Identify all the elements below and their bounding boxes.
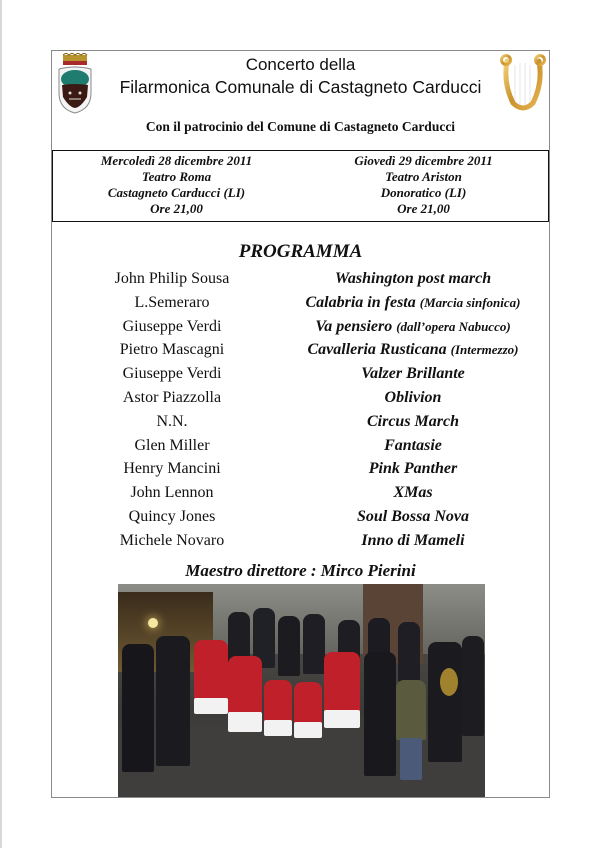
photo-skirt — [228, 712, 262, 732]
piece-title — [282, 482, 544, 504]
piece-title — [282, 268, 544, 290]
date-place: Castagneto Carducci (LI) — [107, 185, 246, 200]
photo-skirt — [264, 720, 292, 736]
photo-person — [303, 614, 325, 674]
piece-title — [282, 506, 544, 528]
date-column-1 — [53, 153, 300, 217]
piece-name: Inno di Mameli — [361, 531, 465, 549]
date-venue: Teatro Roma — [141, 169, 212, 184]
photo-majorette — [294, 682, 322, 724]
date-place: Donoratico (LI) — [380, 185, 467, 200]
program-row — [52, 387, 549, 411]
piece-title — [282, 363, 544, 385]
date-day: Giovedì 29 dicembre 2011 — [354, 153, 493, 168]
program-row — [52, 435, 549, 459]
concert-poster — [51, 50, 550, 798]
composer-name: Michele Novaro — [119, 531, 225, 549]
photo-majorette — [228, 656, 262, 714]
composer-name: Astor Piazzolla — [122, 388, 222, 406]
composer-name: Giuseppe Verdi — [122, 317, 222, 335]
photo-person — [398, 622, 420, 682]
composer-name: N.N. — [156, 412, 188, 430]
photo-person — [428, 642, 462, 762]
photo-person — [122, 644, 154, 772]
conductor-line: Maestro direttore : Mirco Pierini — [185, 561, 416, 580]
composer-name: Henry Mancini — [123, 460, 221, 478]
photo-jeans — [400, 738, 422, 780]
piece-name: Valzer Brillante — [361, 365, 465, 383]
photo-person — [364, 652, 396, 776]
performance-dates — [52, 150, 549, 222]
program-row — [52, 458, 549, 482]
piece-name: Oblivion — [384, 388, 442, 406]
piece-title — [282, 387, 544, 409]
piece-name: Pink Panther — [368, 460, 458, 478]
program-row — [52, 316, 549, 340]
piece-note: (Intermezzo) — [450, 342, 519, 358]
composer-name: L.Semeraro — [134, 293, 210, 311]
poster-header — [52, 51, 549, 151]
photo-tuba — [440, 668, 458, 696]
photo-skirt — [324, 710, 360, 728]
photo-boy — [396, 680, 426, 740]
piece-title — [282, 339, 544, 361]
piece-name: Washington post march — [334, 270, 492, 287]
photo-majorette — [194, 640, 228, 700]
photo-majorette — [264, 680, 292, 722]
piece-name: Cavalleria Rusticana — [307, 341, 447, 359]
piece-name: Va pensiero — [315, 317, 393, 335]
photo-majorette — [324, 652, 360, 712]
piece-name: Calabria in festa — [305, 293, 416, 311]
photo-person — [156, 636, 190, 766]
photo-person — [278, 616, 300, 676]
piece-title — [282, 411, 544, 433]
piece-title — [282, 530, 544, 552]
band-group-photo — [118, 584, 485, 797]
piece-title — [282, 316, 544, 338]
program-row — [52, 339, 549, 363]
composer-name: Glen Miller — [134, 436, 210, 454]
piece-title — [282, 435, 544, 457]
photo-skirt — [194, 698, 228, 714]
photo-light — [148, 618, 158, 628]
concert-title-line1: Concerto della — [245, 55, 356, 74]
program-row — [52, 292, 549, 316]
composer-name: John Lennon — [130, 484, 214, 502]
date-day: Mercoledì 28 dicembre 2011 — [100, 153, 253, 168]
piece-name: Fantasie — [384, 436, 442, 454]
program-title: PROGRAMMA — [238, 241, 363, 262]
program-row — [52, 363, 549, 387]
program-row — [52, 482, 549, 506]
program-list — [52, 268, 549, 554]
piece-title — [282, 458, 544, 480]
date-venue: Teatro Ariston — [385, 169, 462, 184]
piece-name: XMas — [393, 484, 433, 502]
composer-name: John Philip Sousa — [114, 270, 230, 287]
composer-name: Giuseppe Verdi — [122, 365, 222, 383]
composer-name: Quincy Jones — [128, 507, 216, 525]
piece-title — [282, 292, 544, 314]
composer-name: Pietro Mascagni — [119, 341, 225, 359]
piece-name: Soul Bossa Nova — [356, 507, 470, 525]
piece-note: (Marcia sinfonica) — [419, 294, 521, 310]
date-time: Ore 21,00 — [397, 201, 450, 216]
patronage-line: Con il patrocinio del Comune di Castagneto Carducci — [145, 119, 456, 134]
lyre-icon — [499, 53, 547, 115]
program-row — [52, 268, 549, 292]
piece-name: Circus March — [366, 412, 460, 430]
photo-person — [462, 636, 484, 736]
photo-skirt — [294, 722, 322, 738]
date-time: Ore 21,00 — [150, 201, 203, 216]
program-row — [52, 411, 549, 435]
concert-title-line2: Filarmonica Comunale di Castagneto Carducci — [119, 77, 482, 97]
program-row — [52, 506, 549, 530]
program-row — [52, 530, 549, 554]
piece-note: (dall’opera Nabucco) — [396, 318, 511, 334]
date-column-2 — [300, 153, 547, 217]
page-edge — [0, 0, 2, 848]
